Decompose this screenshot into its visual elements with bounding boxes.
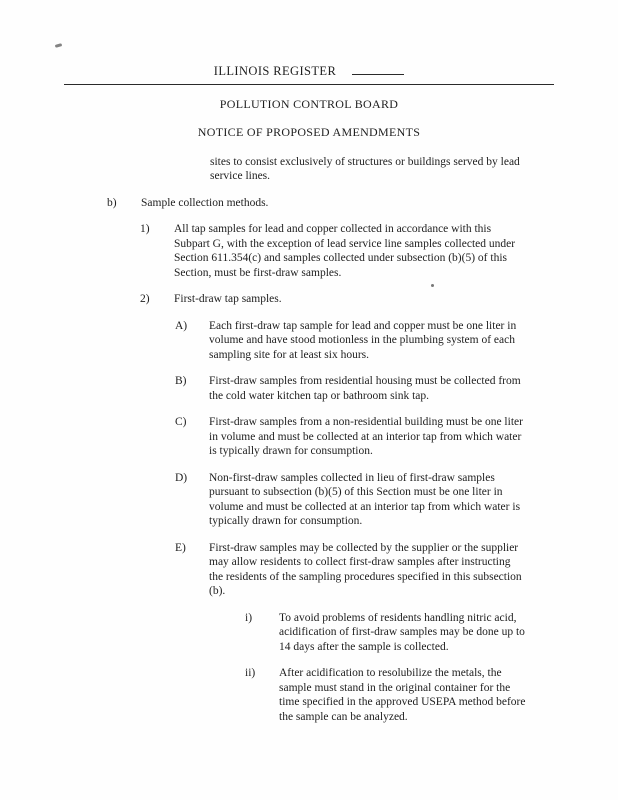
item-label: A) [175,319,188,332]
list-item-1 [140,222,526,280]
page-number-blank [352,64,404,75]
list-item-D [175,471,526,529]
item-label: D) [175,471,188,484]
item-label: E) [175,541,186,554]
item-label: i) [245,611,253,624]
item-text: Non-first-draw samples collected in lieu of first-draw samples pursuant to subsection (b)(5) of this Section must be one liter in volume and must be collected at an interior tap from which water is typically drawn for consumption. [209,471,521,528]
list-item-ii [245,666,526,724]
item-text: All tap samples for lead and copper collected in accordance with this Subpart G, with the exception of lead service line samples collected under Section 611.354(c) and samples collected under subsection (b)(5) of this Section, must be first-draw samples. [174,223,516,279]
item-label: 2) [140,293,150,306]
scan-speck [55,43,63,48]
item-label: 1) [140,223,150,236]
item-label: B) [175,375,187,388]
list-item-B [175,374,526,403]
list-item-i [245,611,526,654]
list-item-C [175,415,526,458]
item-label: C) [175,416,187,429]
document-header [64,64,554,140]
item-text: First-draw samples from residential housing must be collected from the cold water kitchen tap or bathroom sink tap. [209,375,521,402]
item-label: ii) [245,667,256,680]
item-text: After acidification to resolubilize the metals, the sample must stand in the original container for the time specified in the approved USEPA method before the sample can be analyzed. [279,667,526,723]
list-item-A [175,319,526,362]
intro-paragraph: sites to consist exclusively of structures or buildings served by lead service lines. [210,155,520,183]
item-text: To avoid problems of residents handling nitric acid, acidification of first-draw samples may be done up to 14 days after the sample is collected. [279,611,525,653]
scan-speck [431,284,434,287]
item-text: First-draw samples from a non-residential building must be one liter in volume and must be collected at an interior tap from which water is typically drawn for consumption. [209,416,523,458]
notice-title: NOTICE OF PROPOSED AMENDMENTS [197,124,421,139]
register-title: ILLINOIS REGISTER [213,64,337,78]
item-text: Each first-draw tap sample for lead and copper must be one liter in volume and have stood motionless in the plumbing system of each sampling site for at least six hours. [209,319,517,361]
item-text: First-draw tap samples. [174,293,282,306]
list-item-2 [140,292,526,306]
board-title: POLLUTION CONTROL BOARD [219,96,399,111]
list-item-b [107,196,526,210]
register-header-rule [64,64,554,85]
document-body [64,155,554,724]
item-text: First-draw samples may be collected by the supplier or the supplier may allow residents to collect first-draw samples after instructing the residents of the sampling procedures specified in this subsection (b). [209,541,522,598]
item-label: b) [107,196,117,209]
list-item-E [175,541,526,599]
item-text: Sample collection methods. [141,196,269,209]
